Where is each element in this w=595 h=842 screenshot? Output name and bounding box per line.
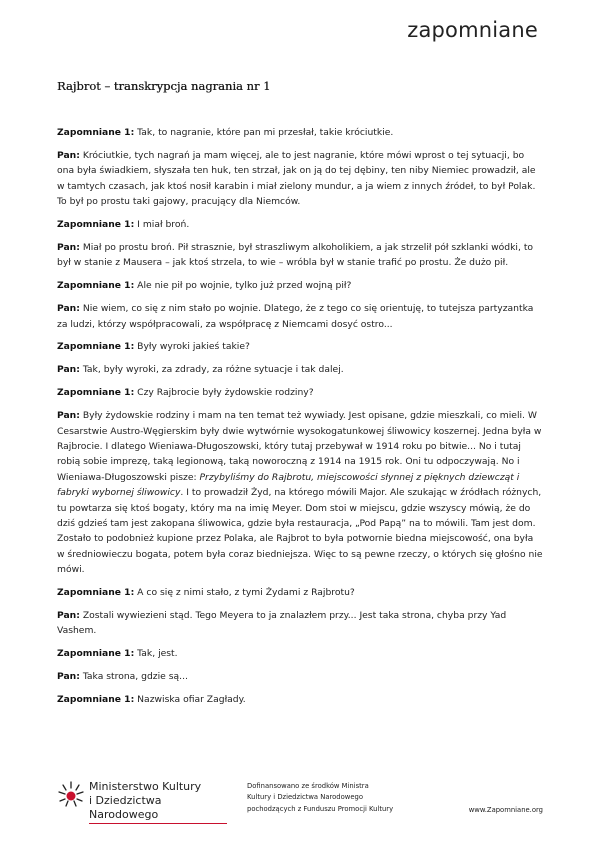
funding-line: pochodzących z Funduszu Promocji Kultury — [247, 804, 394, 813]
brand-logo-text: zapomniane — [407, 18, 538, 42]
transcript-paragraph — [57, 608, 543, 639]
transcript-paragraph — [57, 301, 543, 332]
document-title: Rajbrot – transkrypcja nagrania nr 1 — [57, 79, 271, 93]
ministry-name-line1: Ministerstwo Kultury — [89, 780, 202, 793]
speaker-label: Zapomniane 1: — [57, 648, 135, 660]
transcript — [57, 125, 543, 715]
speaker-label: Zapomniane 1: — [57, 694, 135, 706]
transcript-paragraph — [57, 408, 543, 577]
speaker-label: Zapomniane 1: — [57, 341, 135, 353]
utterance-text: Tak, jest. — [134, 648, 178, 660]
ministry-name-line2: i Dziedzictwa Narodowego — [89, 794, 227, 824]
funding-line: Dofinansowano ze środków Ministra — [247, 782, 369, 790]
funding-note — [247, 781, 393, 815]
speaker-label: Zapomniane 1: — [57, 387, 135, 399]
utterance-text: Króciutkie, tych nagrań ja mam więcej, ale to jest nagranie, które mówi wprost o tej sytuacji, bo ona była świadkiem, słyszała ten huk, ten strzał, jak on ją do tej dębiny, ten niby Niemiec prowadził, ale w tamtych czasach, jak ktoś nosił karabin i miał zielony mundur, a ja wiem z innych źródeł, to był Polak. To był po prostu taki gajowy, pracujący dla Niemców. — [57, 149, 536, 208]
speaker-label: Pan: — [57, 303, 80, 315]
transcript-paragraph — [57, 278, 543, 293]
speaker-label: Pan: — [57, 410, 80, 422]
transcript-paragraph — [57, 646, 543, 661]
utterance-text: Taka strona, gdzie są... — [79, 671, 188, 683]
page-footer — [57, 779, 543, 821]
speaker-label: Pan: — [57, 241, 80, 253]
transcript-paragraph — [57, 240, 543, 271]
quoted-book-text: Przybyliśmy do Rajbrotu, miejscowości słynnej z pięknych dziewcząt i fabryki wybornej śliwowicy — [57, 471, 520, 499]
utterance-text: . I to prowadził Żyd, na którego mówili Major. Ale szukając w źródłach różnych, tu powtarza się ktoś bogaty, który ma na imię Meyer. Dom stoi w miejscu, gdzie wszyscy mówią, że do dziś gdzieś tam jest zakopana śliwowica, gdzie była restauracja, „Pod Papą” na to mówili. Tam jest dom. Zostało to podobnież kupione przez Polaka, ale Rajbrot to była potwornie biedna miejscowość, ona była w średniowieczu bogata, potem była coraz biedniejsza. Więc to są pewne rzeczy, o których się głośno nie mówi. — [57, 487, 543, 576]
transcript-paragraph — [57, 125, 543, 140]
utterance-text: Tak, to nagranie, które pan mi przesłał, takie króciutkie. — [134, 127, 394, 138]
utterance-text: Były żydowskie rodziny i mam na ten temat też wywiady. Jest opisane, gdzie mieszkali, co mieli. W Cesarstwie Austro-Węgierskim były dwie wytwórnie wysokogatunkowej śliwowicy koszernej. Jedna była w Rajbrocie. I dlatego Wieniawa-Długoszowski, który tutaj przebywał w 1914 roku po bitwie... No i tutaj robią sobie imprezę, taką legionową, taką noworoczną z 1914 na 1915 rok. Oni tu odpoczywają. No i Wieniawa-Długoszowski pisze: — [57, 410, 542, 483]
utterance-text: Nie wiem, co się z nim stało po wojnie. Dlatego, że z tego co się orientuję, to tutejsza partyzantka za ludzi, którzy współpracowali, za współpracę z Niemcami dosyć ostro... — [57, 303, 534, 330]
utterance-text: Czy Rajbrocie były żydowskie rodziny? — [134, 387, 314, 399]
transcript-paragraph — [57, 692, 543, 707]
utterance-text: Były wyroki jakieś takie? — [134, 341, 250, 353]
speaker-label: Zapomniane 1: — [57, 280, 135, 292]
speaker-label: Zapomniane 1: — [57, 127, 135, 138]
transcript-paragraph — [57, 217, 543, 232]
speaker-label: Pan: — [57, 149, 80, 161]
ministry-emblem-icon — [57, 779, 85, 809]
transcript-paragraph — [57, 148, 543, 210]
transcript-paragraph — [57, 362, 543, 377]
utterance-text: I miał broń. — [134, 219, 190, 231]
speaker-label: Zapomniane 1: — [57, 587, 135, 599]
transcript-paragraph — [57, 339, 543, 354]
funding-line: Kultury i Dziedzictwa Narodowego — [247, 793, 363, 802]
transcript-paragraph — [57, 385, 543, 400]
ministry-logo — [57, 779, 227, 821]
utterance-text: A co się z nimi stało, z tymi Żydami z Rajbrotu? — [134, 587, 355, 599]
speaker-label: Zapomniane 1: — [57, 219, 135, 231]
utterance-text: Tak, były wyroki, za zdrady, za różne sytuacje i tak dalej. — [79, 364, 344, 376]
speaker-label: Pan: — [57, 671, 80, 683]
speaker-label: Pan: — [57, 610, 80, 622]
utterance-text: Miał po prostu broń. Pił strasznie, był straszliwym alkoholikiem, a jak strzelił pół szklanki wódki, to był w stanie z Mausera – jak ktoś strzela, to wie – wróbla był w stanie trafić po prostu. Że dużo pił. — [57, 241, 534, 269]
website-link[interactable]: www.Zapomniane.org — [468, 806, 543, 814]
transcript-paragraph — [57, 669, 543, 684]
transcript-paragraph — [57, 585, 543, 600]
utterance-text: Zostali wywiezieni stąd. Tego Meyera to ja znalazłem przy... Jest taka strona, chyba przy Yad Vashem. — [57, 610, 507, 637]
utterance-text: Ale nie pił po wojnie, tylko już przed wojną pił? — [134, 280, 352, 292]
utterance-text: Nazwiska ofiar Zagłady. — [134, 694, 246, 706]
speaker-label: Pan: — [57, 364, 80, 376]
